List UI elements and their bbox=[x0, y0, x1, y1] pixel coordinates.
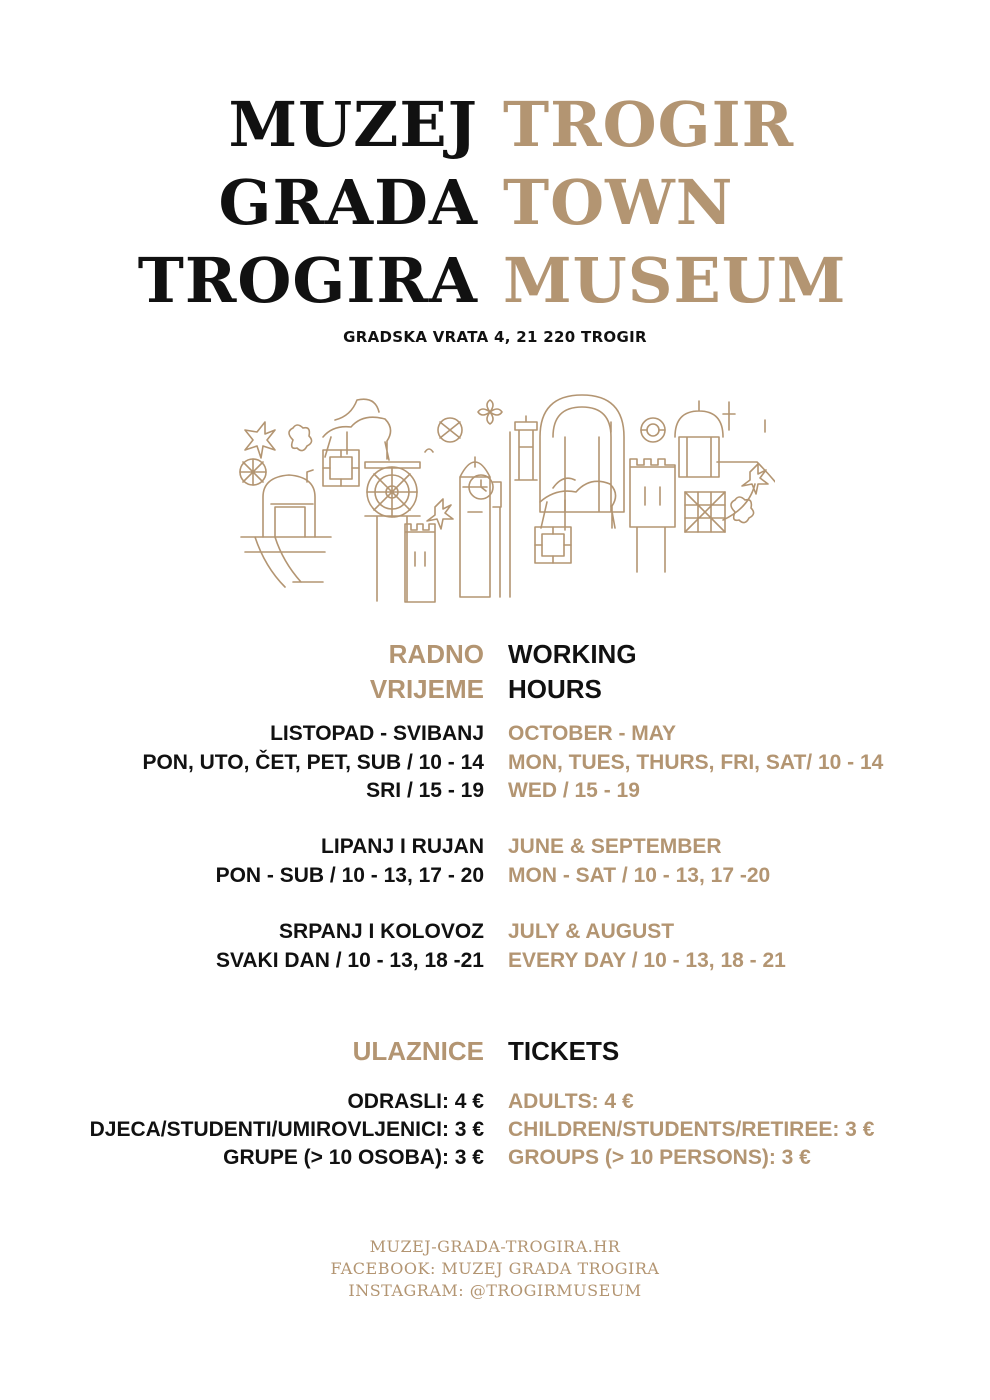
trogir-landmarks-line-illustration-icon bbox=[235, 392, 775, 607]
hours-en: WED / 15 - 19 bbox=[508, 779, 640, 802]
hours-hr: SRPANJ I KOLOVOZ bbox=[279, 920, 484, 943]
hours-heading-en: WORKING bbox=[508, 639, 637, 669]
hours-en: JULY & AUGUST bbox=[508, 920, 675, 943]
hours-hr: LIPANJ I RUJAN bbox=[321, 835, 484, 858]
hours-en: JUNE & SEPTEMBER bbox=[508, 835, 722, 858]
ticket-hr: GRUPE (> 10 OSOBA): 3 € bbox=[223, 1146, 484, 1169]
ticket-hr: ODRASLI: 4 € bbox=[347, 1090, 484, 1113]
title-hr-line: MUZEJ bbox=[228, 88, 478, 161]
instagram-link[interactable]: INSTAGRAM: @TROGIRMUSEUM bbox=[348, 1281, 642, 1300]
hours-hr: SRI / 15 - 19 bbox=[366, 779, 484, 802]
tickets-heading-en: TICKETS bbox=[508, 1036, 620, 1066]
title-en-line: TROGIR bbox=[503, 88, 795, 161]
hours-heading-hr: VRIJEME bbox=[369, 674, 484, 704]
hours-hr: PON, UTO, ČET, PET, SUB / 10 - 14 bbox=[142, 751, 484, 774]
title-en-line: MUSEUM bbox=[503, 244, 847, 317]
ticket-hr: DJECA/STUDENTI/UMIROVLJENICI: 3 € bbox=[89, 1118, 484, 1141]
title-row bbox=[0, 163, 990, 243]
address: GRADSKA VRATA 4, 21 220 TROGIR bbox=[343, 328, 647, 346]
ticket-en: CHILDREN/STUDENTS/RETIREE: 3 € bbox=[508, 1118, 875, 1141]
tickets-heading-hr: ULAZNICE bbox=[352, 1036, 484, 1066]
title-hr-line: TROGIRA bbox=[137, 244, 478, 317]
title-row bbox=[0, 85, 990, 165]
hours-en: OCTOBER - MAY bbox=[508, 722, 677, 745]
title-row bbox=[0, 241, 990, 321]
hours-en: MON - SAT / 10 - 13, 17 -20 bbox=[508, 864, 771, 887]
title-hr-line: GRADA bbox=[218, 166, 478, 239]
hours-hr: SVAKI DAN / 10 - 13, 18 -21 bbox=[215, 949, 484, 972]
hours-hr: LISTOPAD - SVIBANJ bbox=[270, 722, 484, 745]
hours-en: EVERY DAY / 10 - 13, 18 - 21 bbox=[508, 949, 786, 972]
hours-heading-hr: RADNO bbox=[388, 639, 484, 669]
ticket-en: ADULTS: 4 € bbox=[508, 1090, 634, 1113]
facebook-link[interactable]: FACEBOOK: MUZEJ GRADA TROGIRA bbox=[330, 1259, 660, 1278]
title-en-line: TOWN bbox=[503, 166, 734, 239]
ticket-en: GROUPS (> 10 PERSONS): 3 € bbox=[508, 1146, 811, 1169]
hours-en: MON, TUES, THURS, FRI, SAT/ 10 - 14 bbox=[508, 751, 884, 774]
hours-heading-en: HOURS bbox=[508, 674, 602, 704]
website-link[interactable]: MUZEJ-GRADA-TROGIRA.HR bbox=[369, 1237, 621, 1256]
hours-hr: PON - SUB / 10 - 13, 17 - 20 bbox=[215, 864, 484, 887]
